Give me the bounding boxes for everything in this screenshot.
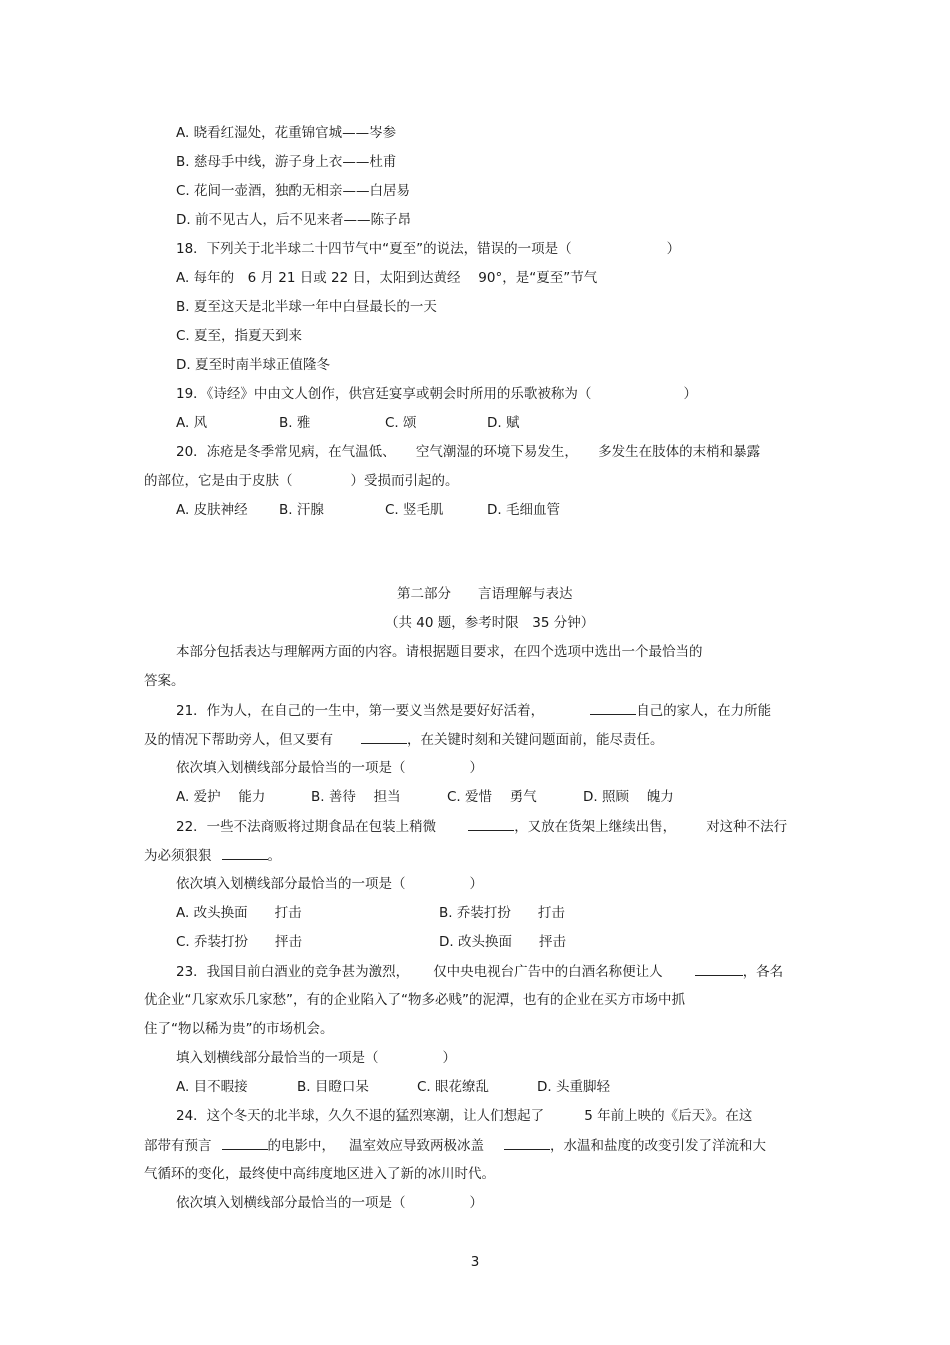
q22-ask-close: ） (469, 876, 483, 892)
q21-line2-end: ，在关键时刻和关键问题面前，能尽责任。 (407, 732, 664, 748)
q21-option-a: A. 爱护 能力 (176, 789, 266, 805)
q24-blank-1 (222, 1136, 268, 1150)
part2-intro-line2: 答案。 (144, 673, 185, 689)
q23-line1-text: 23．我国目前白酒业的竞争甚为激烈， (176, 964, 410, 980)
q20-option-b: B. 汗腺 (279, 502, 324, 518)
q22-blank-2 (222, 846, 268, 860)
q23-line1-mid: 仅中央电视台广告中的白酒名称便让人 (433, 964, 663, 980)
q21-ask-close: ） (469, 760, 483, 776)
q24-line2-text: 部带有预言 (144, 1138, 212, 1154)
q23-ask (176, 1049, 456, 1067)
q18-stem-text: 18．下列关于北半球二十四节气中“夏至”的说法，错误的一项是（ (176, 241, 572, 257)
q23-option-a: A. 目不暇接 (176, 1079, 248, 1095)
q23-ask-text: 填入划横线部分最恰当的一项是（ (176, 1050, 379, 1066)
q17-option-a: A. 晓看红湿处，花重锦官城——岑参 (176, 125, 397, 141)
q24-line1-end: 5 年前上映的《后天》。在这 (584, 1108, 753, 1124)
q17-option-b: B. 慈母手中线，游子身上衣——杜甫 (176, 154, 397, 170)
q24-line3: 气循环的变化，最终使中高纬度地区进入了新的冰川时代。 (144, 1166, 495, 1182)
q19-option-b: B. 雅 (279, 415, 311, 431)
q22-ask (176, 875, 483, 893)
part2-title: 第二部分 言语理解与表达 (397, 586, 573, 602)
q23-ask-close: ） (442, 1050, 456, 1066)
q23-line1 (176, 962, 783, 981)
q22-line1-end: 对这种不法行 (706, 819, 788, 835)
q22-option-a: A. 改头换面 打击 (176, 905, 302, 921)
q22-option-d: D. 改头换面 抨击 (439, 934, 566, 950)
q24-ask-text: 依次填入划横线部分最恰当的一项是（ (176, 1195, 406, 1211)
q21-option-c: C. 爱惜 勇气 (447, 789, 537, 805)
q19-option-d: D. 赋 (487, 415, 520, 431)
q21-line1 (176, 701, 771, 720)
page-number: 3 (470, 1254, 480, 1270)
q22-line1 (176, 817, 787, 836)
q20-line2-text: 的部位，它是由于皮肤（ (144, 473, 293, 489)
q23-option-b: B. 目瞪口呆 (297, 1079, 369, 1095)
q19-option-a: A. 风 (176, 415, 208, 431)
q21-ask (176, 759, 483, 777)
q22-option-b: B. 乔装打扮 打击 (439, 905, 565, 921)
q22-line1-text: 22．一些不法商贩将过期食品在包装上稍微 (176, 819, 437, 835)
q21-blank-2 (361, 730, 407, 744)
q24-line2-mid2: 温室效应导致两极冰盖 (349, 1138, 484, 1154)
q24-line2 (144, 1136, 766, 1155)
q18-stem-close: ） (666, 241, 681, 257)
q20-line2-end: ）受损而引起的。 (350, 473, 459, 489)
q19-option-c: C. 颂 (385, 415, 417, 431)
q22-blank-1 (468, 817, 514, 831)
q18-option-d: D. 夏至时南半球正值隆冬 (176, 357, 330, 373)
q20-option-c: C. 竖毛肌 (385, 502, 444, 518)
q22-option-c: C. 乔装打扮 抨击 (176, 934, 303, 950)
q21-blank-1 (590, 701, 636, 715)
q17-option-c: C. 花间一壶酒，独酌无相亲——白居易 (176, 183, 411, 199)
q24-line1 (176, 1107, 752, 1125)
q22-line2-end: 。 (267, 848, 281, 864)
q21-line2 (144, 730, 664, 749)
q19-stem (176, 385, 697, 403)
q24-line2-end: ，水温和盐度的改变引发了洋流和大 (550, 1138, 766, 1154)
q23-line3: 住了“物以稀为贵”的市场机会。 (144, 1021, 334, 1037)
q23-line2: 优企业“几家欢乐几家愁”，有的企业陷入了“物多必贱”的泥潭，也有的企业在买方市场中抓 (144, 992, 685, 1008)
q21-line1-text: 21．作为人，在自己的一生中，第一要义当然是要好好活着， (176, 703, 545, 719)
q24-line1-text: 24．这个冬天的北半球，久久不退的猛烈寒潮，让人们想起了 (176, 1108, 545, 1124)
q23-line1-end: ，各名 (742, 964, 784, 980)
q22-ask-text: 依次填入划横线部分最恰当的一项是（ (176, 876, 406, 892)
q24-ask (176, 1194, 483, 1212)
q20-option-a: A. 皮肤神经 (176, 502, 248, 518)
q18-stem (176, 240, 680, 258)
q21-option-b: B. 善待 担当 (311, 789, 401, 805)
q23-blank (695, 962, 743, 976)
q24-line2-mid: 的电影中， (267, 1138, 335, 1154)
q19-stem-text: 19．《诗经》中由文人创作，供宫廷宴享或朝会时所用的乐歌被称为（ (176, 386, 592, 402)
q21-option-d: D. 照顾 魄力 (583, 789, 674, 805)
q18-option-c: C. 夏至，指夏天到来 (176, 328, 303, 344)
q22-line1-mid: ，又放在货架上继续出售， (514, 819, 677, 835)
q17-option-d: D. 前不见古人，后不见来者——陈子昂 (176, 212, 411, 228)
q19-stem-close: ） (683, 386, 697, 402)
q21-ask-text: 依次填入划横线部分最恰当的一项是（ (176, 760, 406, 776)
q22-line2 (144, 846, 281, 865)
q21-line1-end: 自己的家人，在力所能 (636, 703, 772, 719)
q24-ask-close: ） (469, 1195, 483, 1211)
q21-line2-text: 及的情况下帮助旁人，但又要有 (144, 732, 333, 748)
q22-line2-text: 为必须狠狠 (144, 848, 212, 864)
q18-option-b: B. 夏至这天是北半球一年中白昼最长的一天 (176, 299, 437, 315)
q20-option-d: D. 毛细血管 (487, 502, 560, 518)
q23-option-d: D. 头重脚轻 (537, 1079, 610, 1095)
part2-intro-line1: 本部分包括表达与理解两方面的内容。请根据题目要求，在四个选项中选出一个最恰当的 (176, 644, 703, 660)
q20-line2 (144, 472, 459, 490)
q18-option-a: A. 每年的 6 月 21 日或 22 日，太阳到达黄经 90°，是“夏至”节气 (176, 270, 598, 286)
q20-line1: 20．冻疮是冬季常见病，在气温低、 空气潮湿的环境下易发生， 多发生在肢体的末梢和暴露 (176, 444, 761, 460)
part2-subtitle: （共 40 题，参考时限 35 分钟） (385, 615, 595, 631)
q24-blank-2 (504, 1136, 550, 1150)
q23-option-c: C. 眼花缭乱 (417, 1079, 490, 1095)
